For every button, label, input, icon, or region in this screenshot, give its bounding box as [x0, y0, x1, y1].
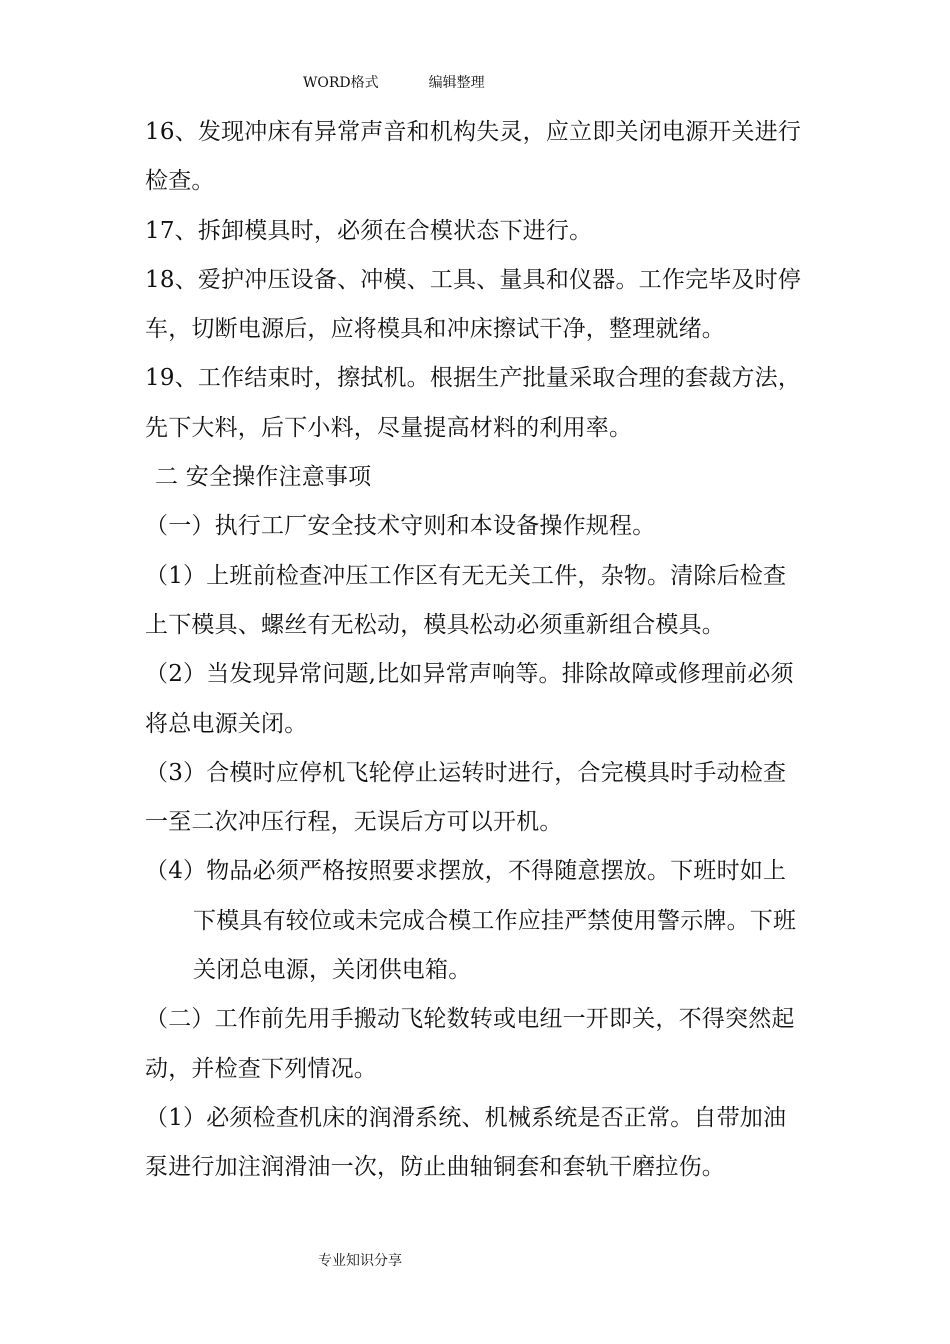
text-line: 检查。 [145, 168, 215, 195]
text-line: （2）当发现异常问题,比如异常声响等。排除故障或修理前必须 [145, 661, 794, 688]
text-line: （二）工作前先用手搬动飞轮数转或电纽一开即关，不得突然起 [145, 1006, 795, 1033]
text-line: 关闭总电源，关闭供电箱。 [193, 957, 472, 984]
header-edit-label: 编辑整理 [428, 75, 485, 91]
text-line: 19、工作结束时，擦拭机。根据生产批量采取合理的套裁方法， [145, 365, 802, 392]
document-body [145, 108, 810, 1193]
text-line: 车，切断电源后，应将模具和冲床擦试干净，整理就绪。 [145, 316, 725, 343]
text-line: 一至二次冲压行程，无误后方可以开机。 [145, 809, 563, 836]
text-line: （3）合模时应停机飞轮停止运转时进行，合完模具时手动检查 [145, 759, 787, 786]
text-line: 下模具有较位或未完成合模工作应挂严禁使用警示牌。下班 [193, 907, 797, 934]
text-line: （一）执行工厂安全技术守则和本设备操作规程。 [145, 513, 656, 540]
text-line: 动，并检查下列情况。 [145, 1055, 377, 1082]
text-line: （4）物品必须严格按照要求摆放，不得随意摆放。下班时如上 [145, 858, 787, 885]
section-heading: 二 安全操作注意事项 [155, 464, 372, 491]
text-line: 泵进行加注润滑油一次，防止曲轴铜套和套轨干磨拉伤。 [145, 1154, 725, 1181]
page-footer: 专业知识分享 [318, 1253, 402, 1269]
text-line: 将总电源关闭。 [145, 710, 308, 737]
page-header [303, 72, 485, 92]
text-line: 16、发现冲床有异常声音和机构失灵，应立即关闭电源开关进行 [145, 119, 802, 145]
text-line: （1）必须检查机床的润滑系统、机械系统是否正常。自带加油 [145, 1104, 787, 1131]
text-line: 18、爱护冲压设备、冲模、工具、量具和仪器。工作完毕及时停 [145, 266, 802, 293]
header-format-label: WORD格式 [303, 75, 379, 91]
text-line: 17、拆卸模具时，必须在合模状态下进行。 [145, 217, 593, 244]
text-line: （1）上班前检查冲压工作区有无无关工件，杂物。清除后检查 [145, 562, 787, 589]
text-line: 先下大料，后下小料，尽量提高材料的利用率。 [145, 414, 633, 441]
text-line: 上下模具、螺丝有无松动，模具松动必须重新组合模具。 [145, 611, 725, 638]
